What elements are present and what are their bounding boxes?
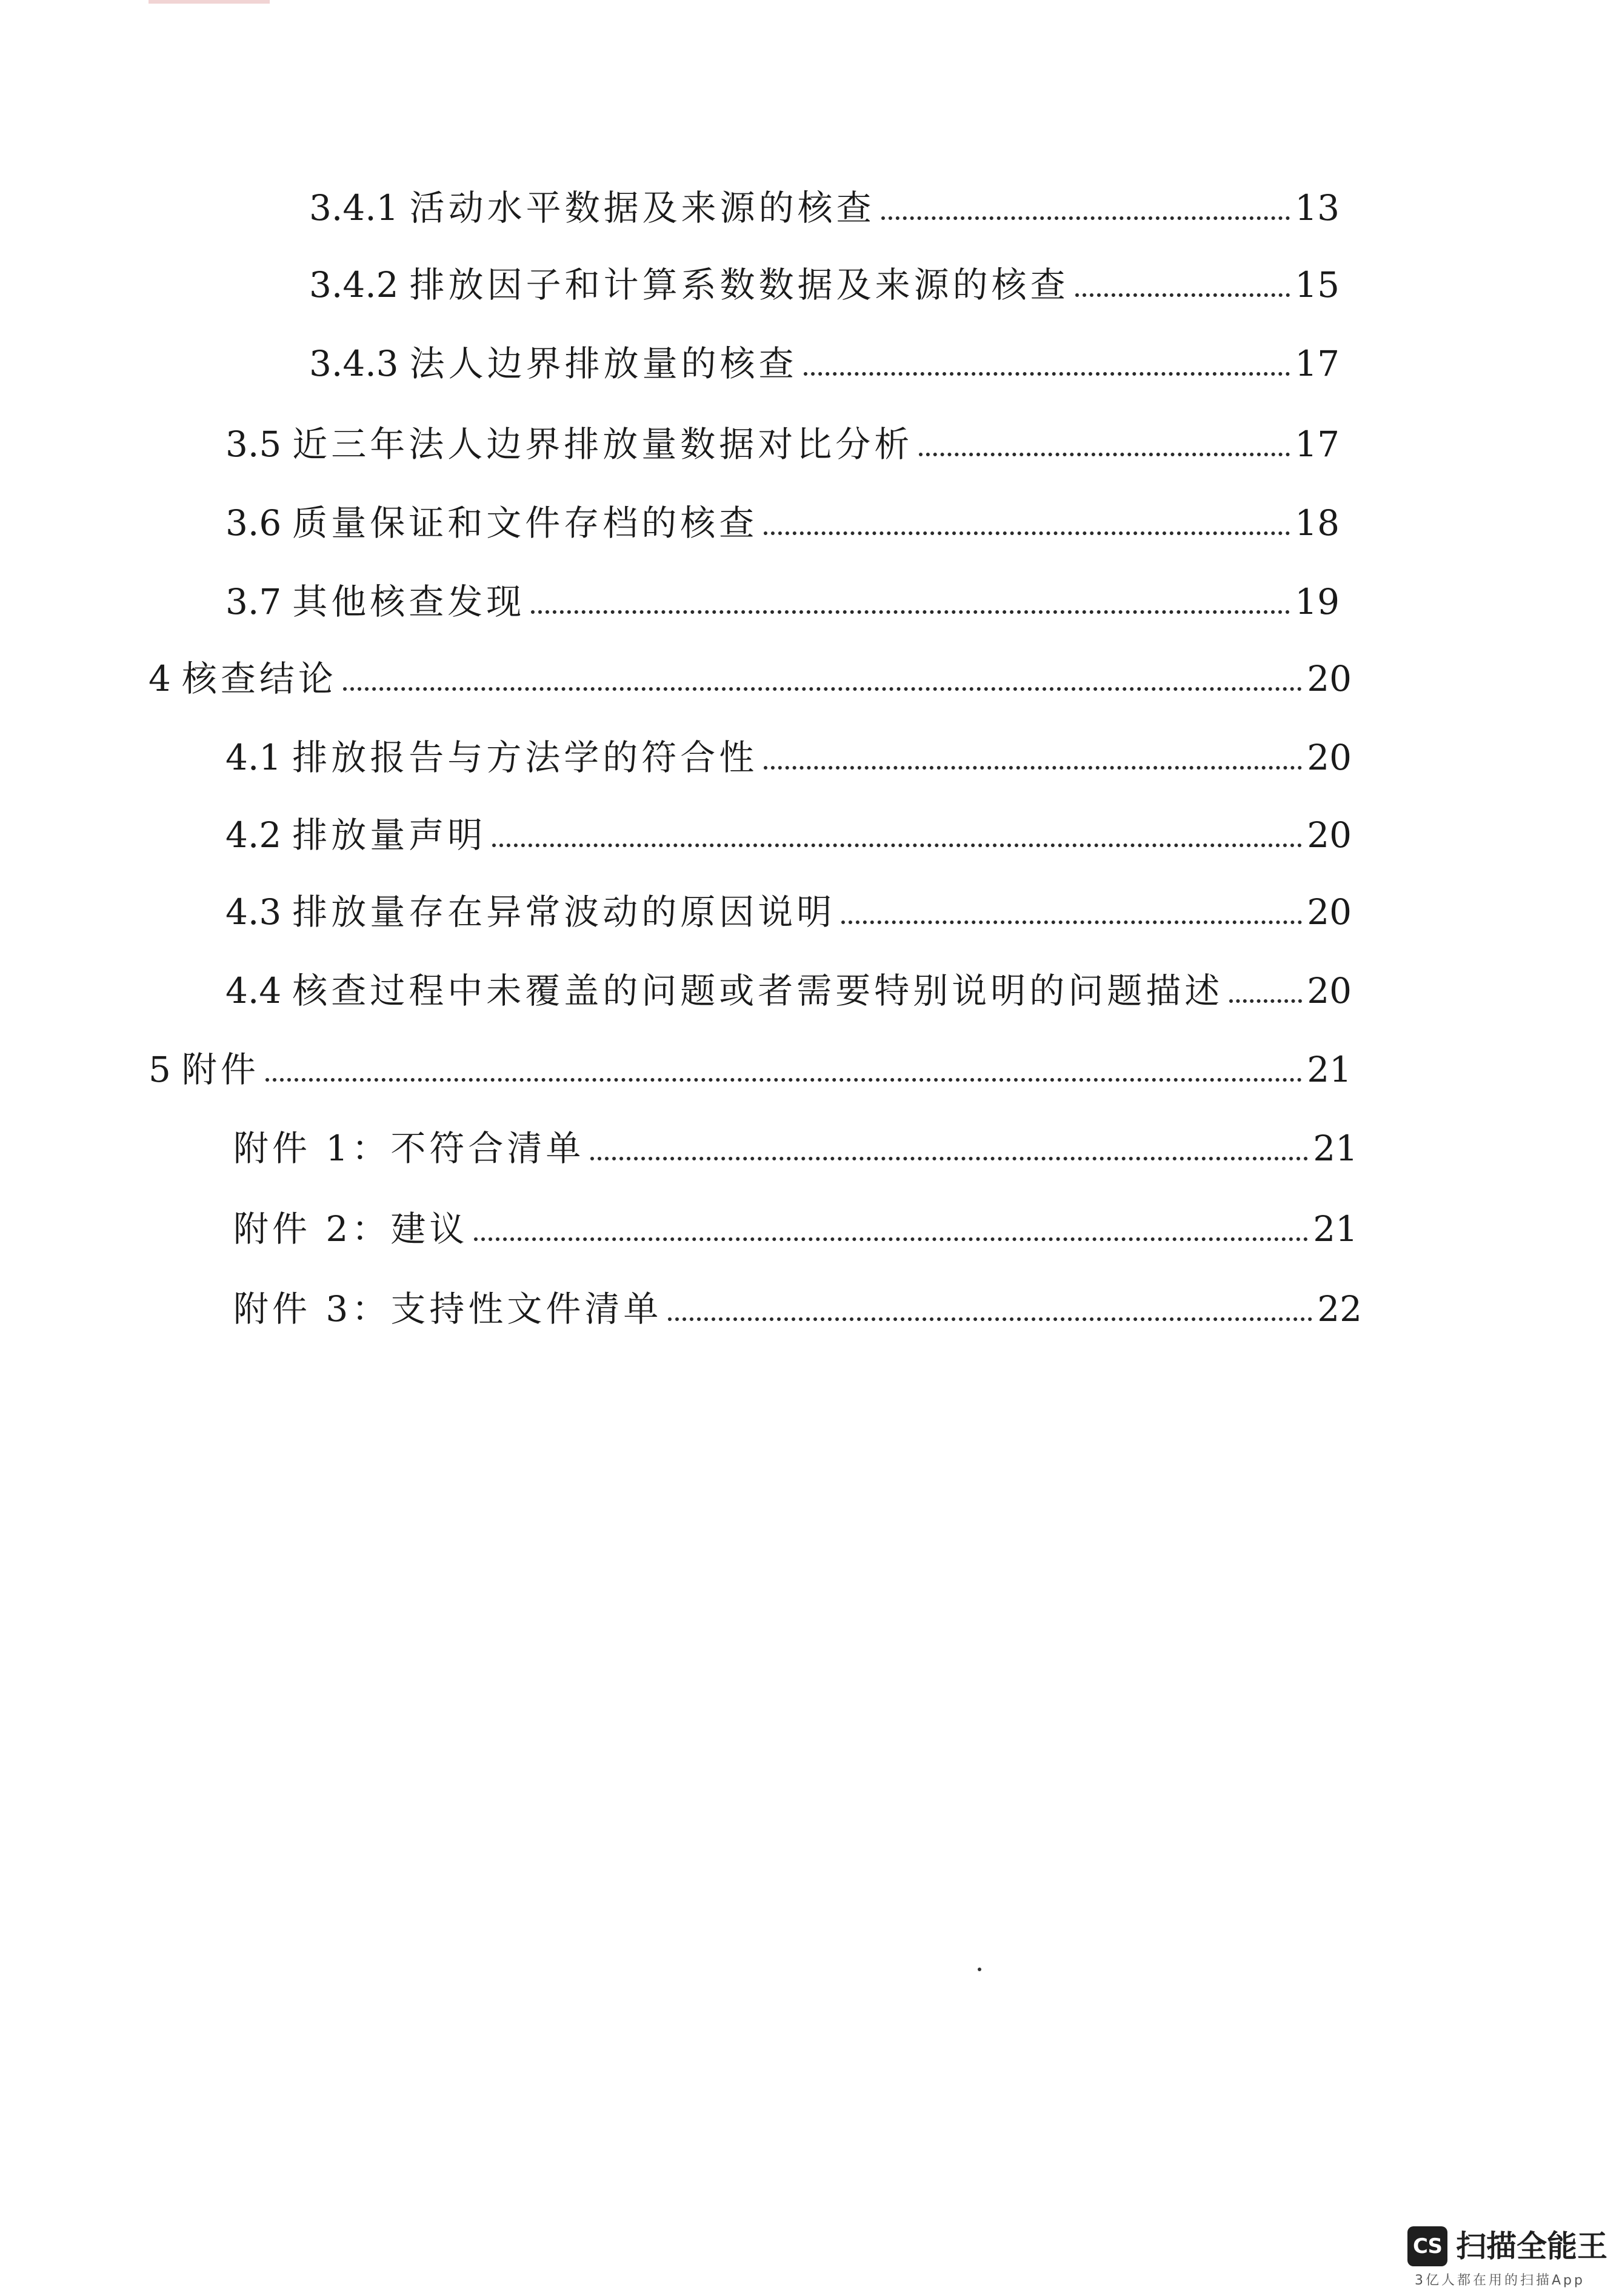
toc-entry-3-4-1[interactable] [309, 181, 1340, 235]
toc-entry-page: 19 [1295, 581, 1340, 622]
toc-entry-title: 核查过程中未覆盖的问题或者需要特别说明的问题描述 [292, 970, 1224, 1011]
toc-entry-title: 附件 [181, 1049, 259, 1090]
watermark-tagline: 3亿人都在用的扫描App [1415, 2273, 1585, 2288]
toc-entry-page: 13 [1295, 187, 1340, 228]
toc-leader-dots [668, 1317, 1312, 1321]
toc-entry-page: 21 [1313, 1208, 1358, 1249]
toc-leader-dots [265, 1078, 1302, 1082]
toc-entry-number: 4.1 [225, 737, 282, 778]
toc-entry-number: 5 [149, 1049, 171, 1090]
toc-entry-title: 附件 1：不符合清单 [233, 1128, 585, 1169]
scan-speck [978, 1968, 981, 1971]
toc-leader-dots [919, 453, 1290, 456]
toc-entry-title: 排放量存在异常波动的原因说明 [292, 891, 836, 933]
toc-entry-5[interactable] [149, 1042, 1352, 1097]
toc-leader-dots [474, 1237, 1308, 1241]
toc-entry-title: 法人边界排放量的核查 [409, 343, 798, 384]
toc-leader-dots [804, 372, 1290, 376]
toc-leader-dots [492, 844, 1302, 847]
toc-entry-title: 排放量声明 [292, 814, 487, 856]
toc-entry-title: 排放报告与方法学的符合性 [292, 737, 758, 778]
toc-entry-4-4[interactable] [225, 963, 1352, 1018]
toc-entry-4-3[interactable] [225, 885, 1352, 939]
toc-leader-dots [343, 687, 1302, 691]
toc-entry-page: 22 [1317, 1288, 1362, 1329]
toc-leader-dots [590, 1157, 1308, 1160]
toc-entry-number: 3.7 [225, 581, 282, 622]
toc-entry-4[interactable] [149, 651, 1352, 706]
toc-entry-number: 3.4.3 [309, 343, 399, 384]
toc-entry-title: 附件 2：建议 [233, 1208, 469, 1249]
toc-entry-3-5[interactable] [225, 417, 1340, 471]
toc-entry-3-4-2[interactable] [309, 258, 1340, 312]
toc-entry-number: 4.4 [225, 970, 282, 1011]
toc-entry-appendix-3[interactable] [233, 1282, 1362, 1336]
toc-entry-title: 质量保证和文件存档的核查 [292, 502, 758, 544]
toc-leader-dots [841, 920, 1302, 924]
toc-entry-title: 活动水平数据及来源的核查 [409, 187, 875, 228]
scanner-watermark [1407, 2223, 1607, 2289]
camscanner-logo-icon: CS [1407, 2226, 1447, 2266]
toc-entry-number: 3.4.2 [309, 264, 399, 305]
toc-entry-page: 21 [1307, 1049, 1352, 1090]
toc-entry-3-6[interactable] [225, 496, 1340, 550]
toc-entry-title: 近三年法人边界排放量数据对比分析 [292, 424, 913, 465]
toc-entry-4-2[interactable] [225, 808, 1352, 862]
watermark-app-name: 扫描全能王 [1456, 2229, 1607, 2264]
toc-entry-page: 18 [1295, 502, 1340, 544]
toc-entry-page: 21 [1313, 1128, 1358, 1169]
toc-entry-title: 附件 3：支持性文件清单 [233, 1288, 662, 1329]
toc-entry-page: 20 [1307, 658, 1352, 699]
toc-entry-number: 3.5 [225, 424, 282, 465]
toc-leader-dots [881, 216, 1290, 220]
toc-entry-3-7[interactable] [225, 574, 1340, 629]
toc-entry-number: 4.3 [225, 891, 282, 933]
toc-leader-dots [531, 610, 1290, 614]
toc-entry-page: 17 [1295, 424, 1340, 465]
toc-entry-page: 20 [1307, 970, 1352, 1011]
toc-entry-page: 20 [1307, 814, 1352, 856]
toc-entry-page: 20 [1307, 891, 1352, 933]
toc-entry-3-4-3[interactable] [309, 336, 1340, 391]
toc-leader-dots [1229, 999, 1302, 1003]
toc-entry-page: 17 [1295, 343, 1340, 384]
toc-entry-appendix-2[interactable] [233, 1202, 1358, 1256]
toc-entry-number: 3.4.1 [309, 187, 399, 228]
toc-entry-title: 其他核查发现 [292, 581, 526, 622]
toc-entry-number: 3.6 [225, 502, 282, 544]
toc-entry-number: 4 [149, 658, 171, 699]
toc-entry-title: 核查结论 [181, 658, 337, 699]
toc-entry-title: 排放因子和计算系数数据及来源的核查 [409, 264, 1069, 305]
toc-entry-appendix-1[interactable] [233, 1121, 1358, 1176]
toc-entry-page: 15 [1295, 264, 1340, 305]
toc-entry-number: 4.2 [225, 814, 282, 856]
toc-entry-page: 20 [1307, 737, 1352, 778]
toc-entry-4-1[interactable] [225, 730, 1352, 785]
toc-leader-dots [1075, 293, 1290, 297]
toc-leader-dots [764, 531, 1290, 535]
toc-leader-dots [764, 766, 1302, 770]
